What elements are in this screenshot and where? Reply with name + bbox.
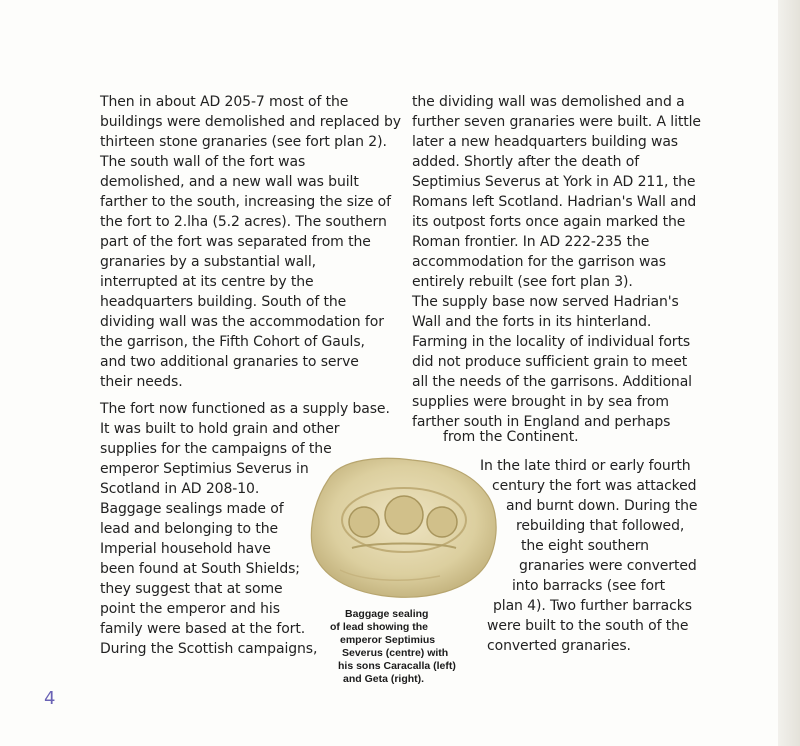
text-line: interrupted at its centre by the xyxy=(100,274,314,290)
text-line: dividing wall was the accommodation for xyxy=(100,314,384,330)
text-line: granaries by a substantial wall, xyxy=(100,254,316,270)
text-line: Imperial household have xyxy=(100,541,271,557)
text-line: farther south in England and perhaps xyxy=(412,414,671,430)
text-line: Scotland in AD 208-10. xyxy=(100,481,260,497)
text-line: the fort to 2.lha (5.2 acres). The southern xyxy=(100,214,387,230)
text-line: family were based at the fort. xyxy=(100,621,306,637)
text-line: Farming in the locality of individual forts xyxy=(412,334,691,350)
text-line: rebuilding that followed, xyxy=(516,518,685,534)
text-line: Roman frontier. In AD 222-235 the xyxy=(412,234,650,250)
text-line: headquarters building. South of the xyxy=(100,294,347,310)
text-line: entirely rebuilt (see fort plan 3). xyxy=(412,274,633,290)
text-line: Romans left Scotland. Hadrian's Wall and xyxy=(412,194,697,210)
text-line: its outpost forts once again marked the xyxy=(412,214,686,230)
caption-line: of lead showing the xyxy=(330,621,429,633)
caption-line: and Geta (right). xyxy=(343,673,425,685)
text-line: into barracks (see fort xyxy=(512,578,665,594)
text-line: In the late third or early fourth xyxy=(480,458,691,474)
lead-sealing-image xyxy=(300,452,505,602)
text-line: later a new headquarters building was xyxy=(412,134,678,150)
text-line: converted granaries. xyxy=(487,638,631,654)
text-line: they suggest that at some xyxy=(100,581,283,597)
text-line: did not produce sufficient grain to meet xyxy=(412,354,688,370)
text-line: thirteen stone granaries (see fort plan 2). xyxy=(100,134,387,150)
text-line: Wall and the forts in its hinterland. xyxy=(412,314,652,330)
text-line: The supply base now served Hadrian's xyxy=(412,294,679,310)
text-line: and burnt down. During the xyxy=(506,498,698,514)
text-line: been found at South Shields; xyxy=(100,561,300,577)
text-line: Then in about AD 205-7 most of the xyxy=(100,94,349,110)
text-line: part of the fort was separated from the xyxy=(100,234,371,250)
text-line: Septimius Severus at York in AD 211, the xyxy=(412,174,696,190)
text-line: all the needs of the garrisons. Additional xyxy=(412,374,692,390)
text-line: granaries were converted xyxy=(519,558,697,574)
text-line: and two additional granaries to serve xyxy=(100,354,359,370)
text-line: accommodation for the garrison was xyxy=(412,254,666,270)
text-line: The fort now functioned as a supply base. xyxy=(100,401,390,417)
caption-line: Baggage sealing xyxy=(345,608,429,620)
page-edge xyxy=(778,0,800,746)
text-line: the eight southern xyxy=(521,538,649,554)
text-line: added. Shortly after the death of xyxy=(412,154,640,170)
text-line: from the Continent. xyxy=(443,429,579,445)
text-line: The south wall of the fort was xyxy=(100,154,306,170)
caption-line: emperor Septimius xyxy=(340,634,436,646)
text-line: farther to the south, increasing the size of xyxy=(100,194,391,210)
text-line: point the emperor and his xyxy=(100,601,280,617)
text-line: supplies were brought in by sea from xyxy=(412,394,669,410)
text-line: buildings were demolished and replaced by xyxy=(100,114,401,130)
text-line: Baggage sealings made of xyxy=(100,501,284,517)
text-line: demolished, and a new wall was built xyxy=(100,174,359,190)
text-line: century the fort was attacked xyxy=(492,478,697,494)
text-line: emperor Septimius Severus in xyxy=(100,461,309,477)
text-line: further seven granaries were built. A little xyxy=(412,114,701,130)
caption-line: Severus (centre) with xyxy=(342,647,449,659)
text-line: During the Scottish campaigns, xyxy=(100,641,318,657)
text-line: the garrison, the Fifth Cohort of Gauls, xyxy=(100,334,365,350)
text-line: lead and belonging to the xyxy=(100,521,279,537)
text-line: It was built to hold grain and other xyxy=(100,421,340,437)
text-line: the dividing wall was demolished and a xyxy=(412,94,685,110)
text-line: plan 4). Two further barracks xyxy=(493,598,692,614)
text-line: their needs. xyxy=(100,374,183,390)
page-number: 4 xyxy=(44,688,56,709)
caption-line: his sons Caracalla (left) xyxy=(338,660,456,672)
text-line: supplies for the campaigns of the xyxy=(100,441,332,457)
text-line: were built to the south of the xyxy=(487,618,689,634)
